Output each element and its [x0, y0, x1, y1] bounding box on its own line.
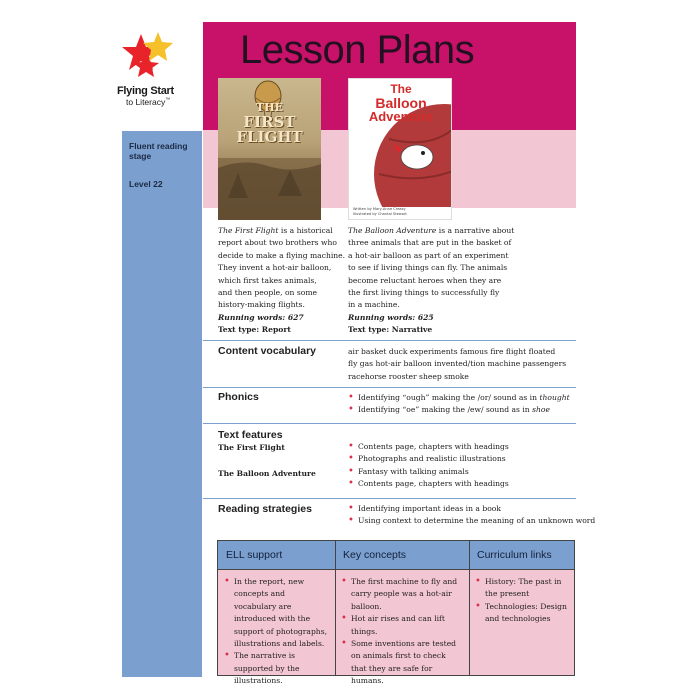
desc1-line6: and then people, on some [218, 288, 318, 298]
cover2-credits [353, 207, 449, 217]
desc2-line5: become reluctant heroes when they are [348, 275, 502, 285]
desc2-line6: the first living things to successfully fly [348, 288, 500, 298]
logo-line1: Flying Start [117, 85, 174, 97]
list-item: • Hot air rises and can lift things. [341, 613, 463, 638]
desc2-running-words: Running words: 625 [348, 312, 434, 322]
text-features-label: Text features [218, 429, 283, 441]
cover1-title [218, 100, 321, 145]
cover2-title [349, 82, 452, 124]
desc1-line2: report about two brothers who [218, 238, 337, 248]
table-column-divider [335, 541, 336, 675]
divider [203, 498, 576, 499]
table-column-divider [469, 541, 470, 675]
list-item: • Contents page, chapters with headings [348, 478, 576, 490]
phonics-item-text: Identifying “ough” making the /or/ sound as in [358, 393, 538, 402]
desc1-line5: which first takes animals, [218, 275, 317, 285]
text-features-list2 [348, 466, 576, 491]
desc1-line4: They invent a hot-air balloon, [218, 263, 332, 273]
text-features-book1: The First Flight [218, 443, 285, 452]
cover2-title-line2: Balloon [375, 95, 427, 111]
cover1-title-line1: THE [256, 101, 283, 114]
sidebar [122, 131, 202, 677]
cover1-title-line2: FIRST [243, 113, 296, 131]
desc1-book-title: The First Flight [218, 226, 279, 235]
content-vocabulary-label: Content vocabulary [218, 345, 317, 357]
vocab-line3: racehorse rooster sheep smoke [348, 371, 469, 381]
book-cover-balloon-adventure [348, 78, 452, 220]
desc2-line3: a hot-air balloon as part of an experiment [348, 250, 509, 260]
desc2-line2: three animals that are put in the basket of [348, 238, 512, 248]
table-header-curriculum: Curriculum links [469, 541, 574, 570]
list-item: • The first machine to fly and carry people was a hot-air balloon. [341, 576, 463, 613]
list-item: • Fantasy with talking animals [348, 466, 576, 478]
list-item: • Technologies: Design and technologies [475, 601, 568, 626]
logo [118, 30, 198, 110]
phonics-label: Phonics [218, 391, 259, 403]
desc1-line7: history-making flights. [218, 300, 305, 310]
desc2-text-type: Text type: Narrative [348, 325, 433, 335]
support-table [217, 540, 575, 686]
phonics-item-text: Identifying “oe” making the /ew/ sound as in [358, 405, 530, 415]
desc2-line1-text: is a narrative about [438, 226, 515, 235]
table-header-ell: ELL support [218, 541, 335, 570]
description-first-flight [218, 225, 346, 337]
phonics-example: shoe [532, 405, 550, 415]
desc1-running-words: Running words: 627 [218, 312, 304, 322]
table-header-key-concepts: Key concepts [335, 541, 469, 570]
desc1-line1 [218, 225, 346, 237]
desc2-line7: in a machine. [348, 300, 400, 310]
reading-stage: Fluent reading stage [129, 141, 188, 161]
list-item [348, 404, 576, 416]
list-item: • Photographs and realistic illustrations [348, 453, 576, 465]
desc1-line3: decide to make a flying machine. [218, 250, 346, 260]
reading-strategies-label: Reading strategies [218, 503, 312, 515]
desc2-line4: to see if living things can fly. The animals [348, 263, 508, 273]
content-vocabulary-words [348, 346, 576, 383]
table-cell-curriculum [469, 570, 574, 675]
list-item: • Identifying important ideas in a book [348, 503, 576, 515]
level-label: Level 22 [129, 179, 163, 189]
desc2-line1 [348, 225, 528, 237]
list-item: • Using context to determine the meaning of an unknown word [348, 515, 576, 527]
table-cell-ell [218, 570, 335, 686]
logo-line2 [126, 97, 170, 107]
logo-line2-text: to Literacy [126, 97, 166, 107]
vocab-line2: fly gas hot-air balloon invented/tion machine passengers [348, 359, 567, 369]
star-logo-icon [118, 30, 198, 86]
list-item: • Some inventions are tested on animals first to check that they are safe for humans. [341, 638, 463, 688]
description-balloon-adventure [348, 225, 528, 337]
divider [203, 423, 576, 424]
text-features-book2: The Balloon Adventure [218, 469, 316, 478]
desc1-line1-text: is a historical [280, 226, 333, 235]
desc2-book-title: The Balloon Adventure [348, 226, 437, 235]
trademark: ™ [165, 97, 171, 103]
list-item: • History: The past in the present [475, 576, 568, 601]
vocab-line1: air basket duck experiments famous fire flight floated [348, 347, 556, 356]
desc1-text-type: Text type: Report [218, 325, 291, 335]
list-item: • The narrative is supported by the illustrations. [224, 650, 329, 687]
divider [203, 340, 576, 341]
reading-strategies-list [348, 503, 596, 528]
list-item: • In the report, new concepts and vocabulary are introduced with the support of photographs, illustrations and labels. [224, 576, 329, 650]
phonics-example: thought [539, 393, 570, 402]
text-features-list1 [348, 441, 576, 466]
cover2-title-line1: The [390, 82, 412, 96]
list-item [348, 392, 576, 404]
book-cover-first-flight [218, 78, 321, 220]
table-cell-key-concepts [335, 570, 469, 686]
cover2-illustrator: Illustrated by Chantal Stewart [353, 212, 407, 216]
divider [203, 387, 576, 388]
phonics-list [348, 392, 576, 417]
cover1-title-line3: FLIGHT [236, 128, 303, 146]
cover2-title-line3: Adventure [368, 109, 434, 124]
cover2-author: Written by Mary-Anne Creasy [353, 207, 406, 211]
page-title: Lesson Plans [240, 28, 475, 72]
list-item: • Contents page, chapters with headings [348, 441, 576, 453]
